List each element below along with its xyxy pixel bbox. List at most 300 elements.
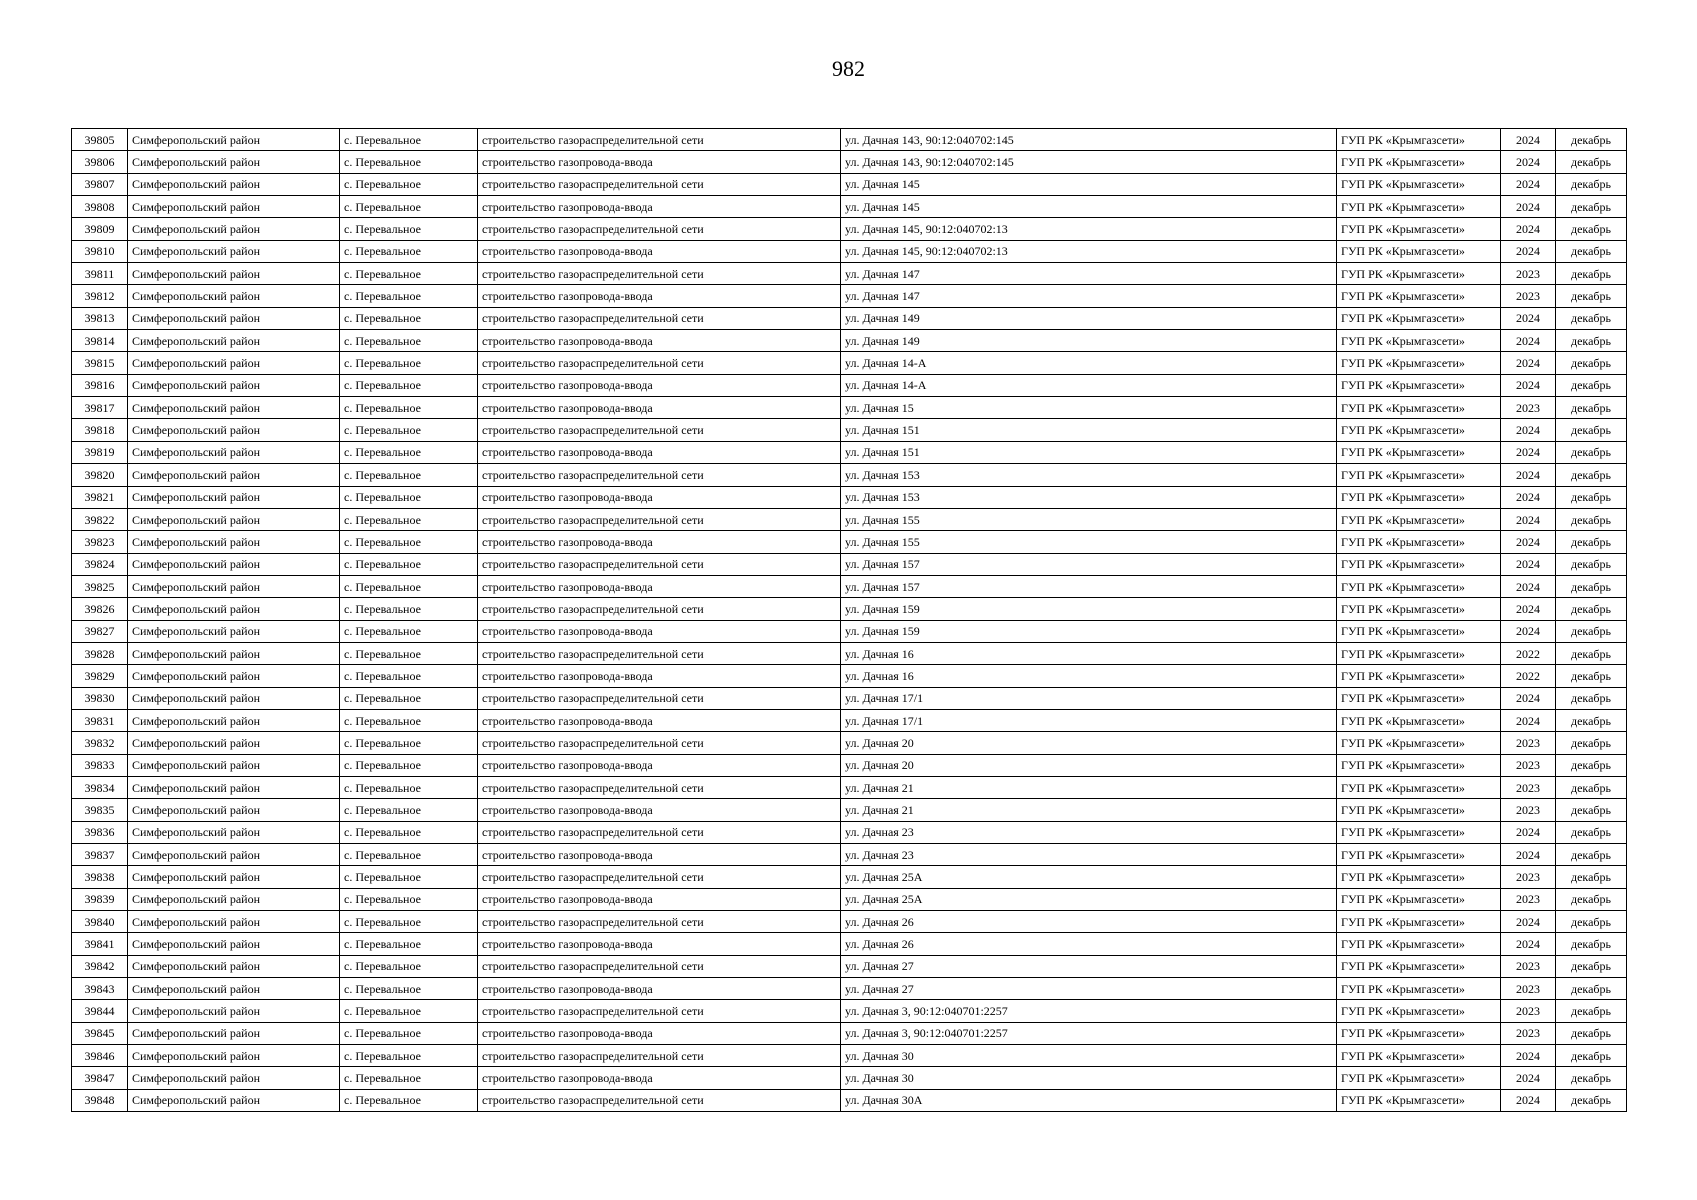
month-cell: декабрь xyxy=(1556,464,1627,486)
record-number: 39834 xyxy=(72,776,128,798)
month-cell: декабрь xyxy=(1556,397,1627,419)
address-cell: ул. Дачная 30 xyxy=(841,1045,1337,1067)
organization-cell: ГУП РК «Крымгазсети» xyxy=(1337,1022,1501,1044)
month-cell: декабрь xyxy=(1556,486,1627,508)
month-cell: декабрь xyxy=(1556,1022,1627,1044)
address-cell: ул. Дачная 151 xyxy=(841,419,1337,441)
settlement-cell: с. Перевальное xyxy=(340,196,478,218)
registry-table-body xyxy=(72,129,1627,1112)
district-cell: Симферопольский район xyxy=(128,955,340,977)
year-cell: 2024 xyxy=(1501,911,1556,933)
settlement-cell: с. Перевальное xyxy=(340,732,478,754)
month-cell: декабрь xyxy=(1556,844,1627,866)
record-number: 39839 xyxy=(72,888,128,910)
table-row xyxy=(72,575,1627,597)
month-cell: декабрь xyxy=(1556,1067,1627,1089)
table-row xyxy=(72,307,1627,329)
settlement-cell: с. Перевальное xyxy=(340,844,478,866)
organization-cell: ГУП РК «Крымгазсети» xyxy=(1337,665,1501,687)
settlement-cell: с. Перевальное xyxy=(340,1000,478,1022)
organization-cell: ГУП РК «Крымгазсети» xyxy=(1337,911,1501,933)
address-cell: ул. Дачная 147 xyxy=(841,285,1337,307)
organization-cell: ГУП РК «Крымгазсети» xyxy=(1337,620,1501,642)
district-cell: Симферопольский район xyxy=(128,866,340,888)
district-cell: Симферопольский район xyxy=(128,1089,340,1111)
year-cell: 2024 xyxy=(1501,709,1556,731)
organization-cell: ГУП РК «Крымгазсети» xyxy=(1337,307,1501,329)
month-cell: декабрь xyxy=(1556,352,1627,374)
work-type-cell: строительство газораспределительной сети xyxy=(478,1000,841,1022)
registry-table xyxy=(71,128,1627,1112)
year-cell: 2023 xyxy=(1501,285,1556,307)
month-cell: декабрь xyxy=(1556,419,1627,441)
year-cell: 2023 xyxy=(1501,866,1556,888)
year-cell: 2024 xyxy=(1501,1045,1556,1067)
month-cell: декабрь xyxy=(1556,285,1627,307)
organization-cell: ГУП РК «Крымгазсети» xyxy=(1337,419,1501,441)
table-row xyxy=(72,441,1627,463)
work-type-cell: строительство газораспределительной сети xyxy=(478,1089,841,1111)
work-type-cell: строительство газораспределительной сети xyxy=(478,821,841,843)
settlement-cell: с. Перевальное xyxy=(340,419,478,441)
record-number: 39825 xyxy=(72,575,128,597)
table-row xyxy=(72,732,1627,754)
record-number: 39812 xyxy=(72,285,128,307)
address-cell: ул. Дачная 14-А xyxy=(841,374,1337,396)
month-cell: декабрь xyxy=(1556,821,1627,843)
address-cell: ул. Дачная 30А xyxy=(841,1089,1337,1111)
year-cell: 2024 xyxy=(1501,821,1556,843)
table-row xyxy=(72,1000,1627,1022)
district-cell: Симферопольский район xyxy=(128,173,340,195)
organization-cell: ГУП РК «Крымгазсети» xyxy=(1337,776,1501,798)
table-row xyxy=(72,419,1627,441)
work-type-cell: строительство газопровода-ввода xyxy=(478,441,841,463)
district-cell: Симферопольский район xyxy=(128,263,340,285)
year-cell: 2024 xyxy=(1501,933,1556,955)
organization-cell: ГУП РК «Крымгазсети» xyxy=(1337,374,1501,396)
table-row xyxy=(72,352,1627,374)
district-cell: Симферопольский район xyxy=(128,1045,340,1067)
work-type-cell: строительство газораспределительной сети xyxy=(478,419,841,441)
table-row xyxy=(72,620,1627,642)
month-cell: декабрь xyxy=(1556,687,1627,709)
organization-cell: ГУП РК «Крымгазсети» xyxy=(1337,687,1501,709)
record-number: 39806 xyxy=(72,151,128,173)
settlement-cell: с. Перевальное xyxy=(340,352,478,374)
settlement-cell: с. Перевальное xyxy=(340,531,478,553)
record-number: 39811 xyxy=(72,263,128,285)
work-type-cell: строительство газопровода-ввода xyxy=(478,330,841,352)
table-row xyxy=(72,1022,1627,1044)
month-cell: декабрь xyxy=(1556,129,1627,151)
year-cell: 2023 xyxy=(1501,397,1556,419)
table-row xyxy=(72,397,1627,419)
work-type-cell: строительство газопровода-ввода xyxy=(478,1067,841,1089)
record-number: 39830 xyxy=(72,687,128,709)
month-cell: декабрь xyxy=(1556,307,1627,329)
district-cell: Симферопольский район xyxy=(128,687,340,709)
month-cell: декабрь xyxy=(1556,598,1627,620)
work-type-cell: строительство газораспределительной сети xyxy=(478,129,841,151)
record-number: 39809 xyxy=(72,218,128,240)
settlement-cell: с. Перевальное xyxy=(340,799,478,821)
address-cell: ул. Дачная 30 xyxy=(841,1067,1337,1089)
work-type-cell: строительство газопровода-ввода xyxy=(478,888,841,910)
district-cell: Симферопольский район xyxy=(128,441,340,463)
address-cell: ул. Дачная 26 xyxy=(841,933,1337,955)
district-cell: Симферопольский район xyxy=(128,1067,340,1089)
address-cell: ул. Дачная 20 xyxy=(841,732,1337,754)
organization-cell: ГУП РК «Крымгазсети» xyxy=(1337,978,1501,1000)
address-cell: ул. Дачная 153 xyxy=(841,486,1337,508)
address-cell: ул. Дачная 143, 90:12:040702:145 xyxy=(841,129,1337,151)
month-cell: декабрь xyxy=(1556,330,1627,352)
district-cell: Симферопольский район xyxy=(128,508,340,530)
year-cell: 2024 xyxy=(1501,218,1556,240)
month-cell: декабрь xyxy=(1556,218,1627,240)
table-row xyxy=(72,151,1627,173)
district-cell: Симферопольский район xyxy=(128,374,340,396)
month-cell: декабрь xyxy=(1556,799,1627,821)
organization-cell: ГУП РК «Крымгазсети» xyxy=(1337,955,1501,977)
table-row xyxy=(72,330,1627,352)
record-number: 39816 xyxy=(72,374,128,396)
settlement-cell: с. Перевальное xyxy=(340,218,478,240)
record-number: 39819 xyxy=(72,441,128,463)
table-row xyxy=(72,553,1627,575)
settlement-cell: с. Перевальное xyxy=(340,374,478,396)
organization-cell: ГУП РК «Крымгазсети» xyxy=(1337,441,1501,463)
year-cell: 2022 xyxy=(1501,665,1556,687)
month-cell: декабрь xyxy=(1556,642,1627,664)
record-number: 39847 xyxy=(72,1067,128,1089)
record-number: 39818 xyxy=(72,419,128,441)
table-row xyxy=(72,866,1627,888)
district-cell: Симферопольский район xyxy=(128,575,340,597)
year-cell: 2023 xyxy=(1501,799,1556,821)
record-number: 39829 xyxy=(72,665,128,687)
settlement-cell: с. Перевальное xyxy=(340,173,478,195)
year-cell: 2023 xyxy=(1501,888,1556,910)
work-type-cell: строительство газораспределительной сети xyxy=(478,955,841,977)
district-cell: Симферопольский район xyxy=(128,911,340,933)
district-cell: Симферопольский район xyxy=(128,330,340,352)
work-type-cell: строительство газораспределительной сети xyxy=(478,218,841,240)
work-type-cell: строительство газораспределительной сети xyxy=(478,776,841,798)
year-cell: 2023 xyxy=(1501,732,1556,754)
address-cell: ул. Дачная 145, 90:12:040702:13 xyxy=(841,240,1337,262)
record-number: 39843 xyxy=(72,978,128,1000)
organization-cell: ГУП РК «Крымгазсети» xyxy=(1337,1089,1501,1111)
table-row xyxy=(72,799,1627,821)
organization-cell: ГУП РК «Крымгазсети» xyxy=(1337,844,1501,866)
settlement-cell: с. Перевальное xyxy=(340,464,478,486)
record-number: 39836 xyxy=(72,821,128,843)
year-cell: 2024 xyxy=(1501,330,1556,352)
organization-cell: ГУП РК «Крымгазсети» xyxy=(1337,486,1501,508)
year-cell: 2024 xyxy=(1501,129,1556,151)
address-cell: ул. Дачная 26 xyxy=(841,911,1337,933)
table-row xyxy=(72,955,1627,977)
month-cell: декабрь xyxy=(1556,531,1627,553)
year-cell: 2024 xyxy=(1501,464,1556,486)
address-cell: ул. Дачная 17/1 xyxy=(841,687,1337,709)
district-cell: Симферопольский район xyxy=(128,598,340,620)
page-number: 982 xyxy=(832,56,865,81)
month-cell: декабрь xyxy=(1556,1089,1627,1111)
table-row xyxy=(72,1089,1627,1111)
work-type-cell: строительство газопровода-ввода xyxy=(478,285,841,307)
month-cell: декабрь xyxy=(1556,1045,1627,1067)
district-cell: Симферопольский район xyxy=(128,799,340,821)
table-row xyxy=(72,911,1627,933)
table-row xyxy=(72,1045,1627,1067)
organization-cell: ГУП РК «Крымгазсети» xyxy=(1337,352,1501,374)
district-cell: Симферопольский район xyxy=(128,821,340,843)
year-cell: 2023 xyxy=(1501,978,1556,1000)
record-number: 39837 xyxy=(72,844,128,866)
month-cell: декабрь xyxy=(1556,978,1627,1000)
settlement-cell: с. Перевальное xyxy=(340,866,478,888)
address-cell: ул. Дачная 23 xyxy=(841,821,1337,843)
settlement-cell: с. Перевальное xyxy=(340,441,478,463)
year-cell: 2024 xyxy=(1501,173,1556,195)
organization-cell: ГУП РК «Крымгазсети» xyxy=(1337,196,1501,218)
table-row xyxy=(72,844,1627,866)
month-cell: декабрь xyxy=(1556,240,1627,262)
district-cell: Симферопольский район xyxy=(128,486,340,508)
settlement-cell: с. Перевальное xyxy=(340,620,478,642)
district-cell: Симферопольский район xyxy=(128,218,340,240)
work-type-cell: строительство газораспределительной сети xyxy=(478,508,841,530)
settlement-cell: с. Перевальное xyxy=(340,821,478,843)
address-cell: ул. Дачная 155 xyxy=(841,531,1337,553)
work-type-cell: строительство газопровода-ввода xyxy=(478,486,841,508)
month-cell: декабрь xyxy=(1556,508,1627,530)
table-row xyxy=(72,129,1627,151)
address-cell: ул. Дачная 25А xyxy=(841,888,1337,910)
record-number: 39841 xyxy=(72,933,128,955)
organization-cell: ГУП РК «Крымгазсети» xyxy=(1337,1067,1501,1089)
table-row xyxy=(72,464,1627,486)
address-cell: ул. Дачная 15 xyxy=(841,397,1337,419)
settlement-cell: с. Перевальное xyxy=(340,330,478,352)
table-row xyxy=(72,196,1627,218)
work-type-cell: строительство газопровода-ввода xyxy=(478,978,841,1000)
organization-cell: ГУП РК «Крымгазсети» xyxy=(1337,933,1501,955)
record-number: 39821 xyxy=(72,486,128,508)
year-cell: 2024 xyxy=(1501,1089,1556,1111)
district-cell: Симферопольский район xyxy=(128,531,340,553)
address-cell: ул. Дачная 159 xyxy=(841,620,1337,642)
organization-cell: ГУП РК «Крымгазсети» xyxy=(1337,799,1501,821)
work-type-cell: строительство газопровода-ввода xyxy=(478,397,841,419)
address-cell: ул. Дачная 149 xyxy=(841,330,1337,352)
district-cell: Симферопольский район xyxy=(128,397,340,419)
address-cell: ул. Дачная 153 xyxy=(841,464,1337,486)
year-cell: 2024 xyxy=(1501,553,1556,575)
district-cell: Симферопольский район xyxy=(128,642,340,664)
district-cell: Симферопольский район xyxy=(128,240,340,262)
work-type-cell: строительство газопровода-ввода xyxy=(478,799,841,821)
settlement-cell: с. Перевальное xyxy=(340,687,478,709)
month-cell: декабрь xyxy=(1556,1000,1627,1022)
address-cell: ул. Дачная 27 xyxy=(841,955,1337,977)
settlement-cell: с. Перевальное xyxy=(340,642,478,664)
year-cell: 2024 xyxy=(1501,151,1556,173)
year-cell: 2024 xyxy=(1501,196,1556,218)
work-type-cell: строительство газопровода-ввода xyxy=(478,240,841,262)
settlement-cell: с. Перевальное xyxy=(340,709,478,731)
table-row xyxy=(72,642,1627,664)
year-cell: 2024 xyxy=(1501,620,1556,642)
district-cell: Симферопольский район xyxy=(128,1022,340,1044)
work-type-cell: строительство газораспределительной сети xyxy=(478,553,841,575)
month-cell: декабрь xyxy=(1556,553,1627,575)
settlement-cell: с. Перевальное xyxy=(340,1067,478,1089)
record-number: 39845 xyxy=(72,1022,128,1044)
month-cell: декабрь xyxy=(1556,776,1627,798)
month-cell: декабрь xyxy=(1556,263,1627,285)
record-number: 39833 xyxy=(72,754,128,776)
month-cell: декабрь xyxy=(1556,575,1627,597)
table-row xyxy=(72,888,1627,910)
address-cell: ул. Дачная 149 xyxy=(841,307,1337,329)
address-cell: ул. Дачная 145 xyxy=(841,173,1337,195)
organization-cell: ГУП РК «Крымгазсети» xyxy=(1337,330,1501,352)
settlement-cell: с. Перевальное xyxy=(340,1045,478,1067)
month-cell: декабрь xyxy=(1556,888,1627,910)
year-cell: 2024 xyxy=(1501,844,1556,866)
organization-cell: ГУП РК «Крымгазсети» xyxy=(1337,129,1501,151)
district-cell: Симферопольский район xyxy=(128,352,340,374)
record-number: 39815 xyxy=(72,352,128,374)
organization-cell: ГУП РК «Крымгазсети» xyxy=(1337,821,1501,843)
year-cell: 2024 xyxy=(1501,486,1556,508)
organization-cell: ГУП РК «Крымгазсети» xyxy=(1337,866,1501,888)
settlement-cell: с. Перевальное xyxy=(340,508,478,530)
district-cell: Симферопольский район xyxy=(128,709,340,731)
organization-cell: ГУП РК «Крымгазсети» xyxy=(1337,464,1501,486)
year-cell: 2024 xyxy=(1501,374,1556,396)
settlement-cell: с. Перевальное xyxy=(340,665,478,687)
work-type-cell: строительство газораспределительной сети xyxy=(478,911,841,933)
address-cell: ул. Дачная 27 xyxy=(841,978,1337,1000)
record-number: 39826 xyxy=(72,598,128,620)
record-number: 39838 xyxy=(72,866,128,888)
month-cell: декабрь xyxy=(1556,955,1627,977)
year-cell: 2024 xyxy=(1501,307,1556,329)
table-row xyxy=(72,821,1627,843)
table-row xyxy=(72,173,1627,195)
record-number: 39810 xyxy=(72,240,128,262)
record-number: 39813 xyxy=(72,307,128,329)
year-cell: 2024 xyxy=(1501,419,1556,441)
month-cell: декабрь xyxy=(1556,665,1627,687)
district-cell: Симферопольский район xyxy=(128,665,340,687)
month-cell: декабрь xyxy=(1556,732,1627,754)
address-cell: ул. Дачная 25А xyxy=(841,866,1337,888)
address-cell: ул. Дачная 16 xyxy=(841,665,1337,687)
year-cell: 2023 xyxy=(1501,955,1556,977)
record-number: 39814 xyxy=(72,330,128,352)
month-cell: декабрь xyxy=(1556,441,1627,463)
record-number: 39831 xyxy=(72,709,128,731)
district-cell: Симферопольский район xyxy=(128,307,340,329)
address-cell: ул. Дачная 17/1 xyxy=(841,709,1337,731)
work-type-cell: строительство газораспределительной сети xyxy=(478,173,841,195)
record-number: 39840 xyxy=(72,911,128,933)
district-cell: Симферопольский район xyxy=(128,620,340,642)
work-type-cell: строительство газопровода-ввода xyxy=(478,151,841,173)
settlement-cell: с. Перевальное xyxy=(340,285,478,307)
district-cell: Симферопольский район xyxy=(128,1000,340,1022)
settlement-cell: с. Перевальное xyxy=(340,553,478,575)
address-cell: ул. Дачная 143, 90:12:040702:145 xyxy=(841,151,1337,173)
organization-cell: ГУП РК «Крымгазсети» xyxy=(1337,218,1501,240)
table-row xyxy=(72,486,1627,508)
record-number: 39808 xyxy=(72,196,128,218)
settlement-cell: с. Перевальное xyxy=(340,911,478,933)
year-cell: 2024 xyxy=(1501,1067,1556,1089)
organization-cell: ГУП РК «Крымгазсети» xyxy=(1337,598,1501,620)
organization-cell: ГУП РК «Крымгазсети» xyxy=(1337,397,1501,419)
organization-cell: ГУП РК «Крымгазсети» xyxy=(1337,285,1501,307)
year-cell: 2024 xyxy=(1501,687,1556,709)
settlement-cell: с. Перевальное xyxy=(340,776,478,798)
record-number: 39827 xyxy=(72,620,128,642)
year-cell: 2024 xyxy=(1501,352,1556,374)
address-cell: ул. Дачная 145, 90:12:040702:13 xyxy=(841,218,1337,240)
settlement-cell: с. Перевальное xyxy=(340,129,478,151)
work-type-cell: строительство газопровода-ввода xyxy=(478,374,841,396)
table-row xyxy=(72,531,1627,553)
settlement-cell: с. Перевальное xyxy=(340,1089,478,1111)
district-cell: Симферопольский район xyxy=(128,776,340,798)
address-cell: ул. Дачная 21 xyxy=(841,799,1337,821)
address-cell: ул. Дачная 16 xyxy=(841,642,1337,664)
work-type-cell: строительство газораспределительной сети xyxy=(478,598,841,620)
work-type-cell: строительство газопровода-ввода xyxy=(478,620,841,642)
work-type-cell: строительство газораспределительной сети xyxy=(478,1045,841,1067)
year-cell: 2023 xyxy=(1501,263,1556,285)
settlement-cell: с. Перевальное xyxy=(340,1022,478,1044)
record-number: 39823 xyxy=(72,531,128,553)
month-cell: декабрь xyxy=(1556,754,1627,776)
work-type-cell: строительство газопровода-ввода xyxy=(478,844,841,866)
record-number: 39835 xyxy=(72,799,128,821)
district-cell: Симферопольский район xyxy=(128,978,340,1000)
record-number: 39822 xyxy=(72,508,128,530)
district-cell: Симферопольский район xyxy=(128,732,340,754)
settlement-cell: с. Перевальное xyxy=(340,307,478,329)
district-cell: Симферопольский район xyxy=(128,844,340,866)
month-cell: декабрь xyxy=(1556,196,1627,218)
settlement-cell: с. Перевальное xyxy=(340,955,478,977)
organization-cell: ГУП РК «Крымгазсети» xyxy=(1337,1045,1501,1067)
record-number: 39842 xyxy=(72,955,128,977)
district-cell: Симферопольский район xyxy=(128,553,340,575)
work-type-cell: строительство газораспределительной сети xyxy=(478,263,841,285)
settlement-cell: с. Перевальное xyxy=(340,486,478,508)
month-cell: декабрь xyxy=(1556,173,1627,195)
table-row xyxy=(72,1067,1627,1089)
organization-cell: ГУП РК «Крымгазсети» xyxy=(1337,575,1501,597)
work-type-cell: строительство газораспределительной сети xyxy=(478,464,841,486)
year-cell: 2023 xyxy=(1501,1000,1556,1022)
record-number: 39832 xyxy=(72,732,128,754)
